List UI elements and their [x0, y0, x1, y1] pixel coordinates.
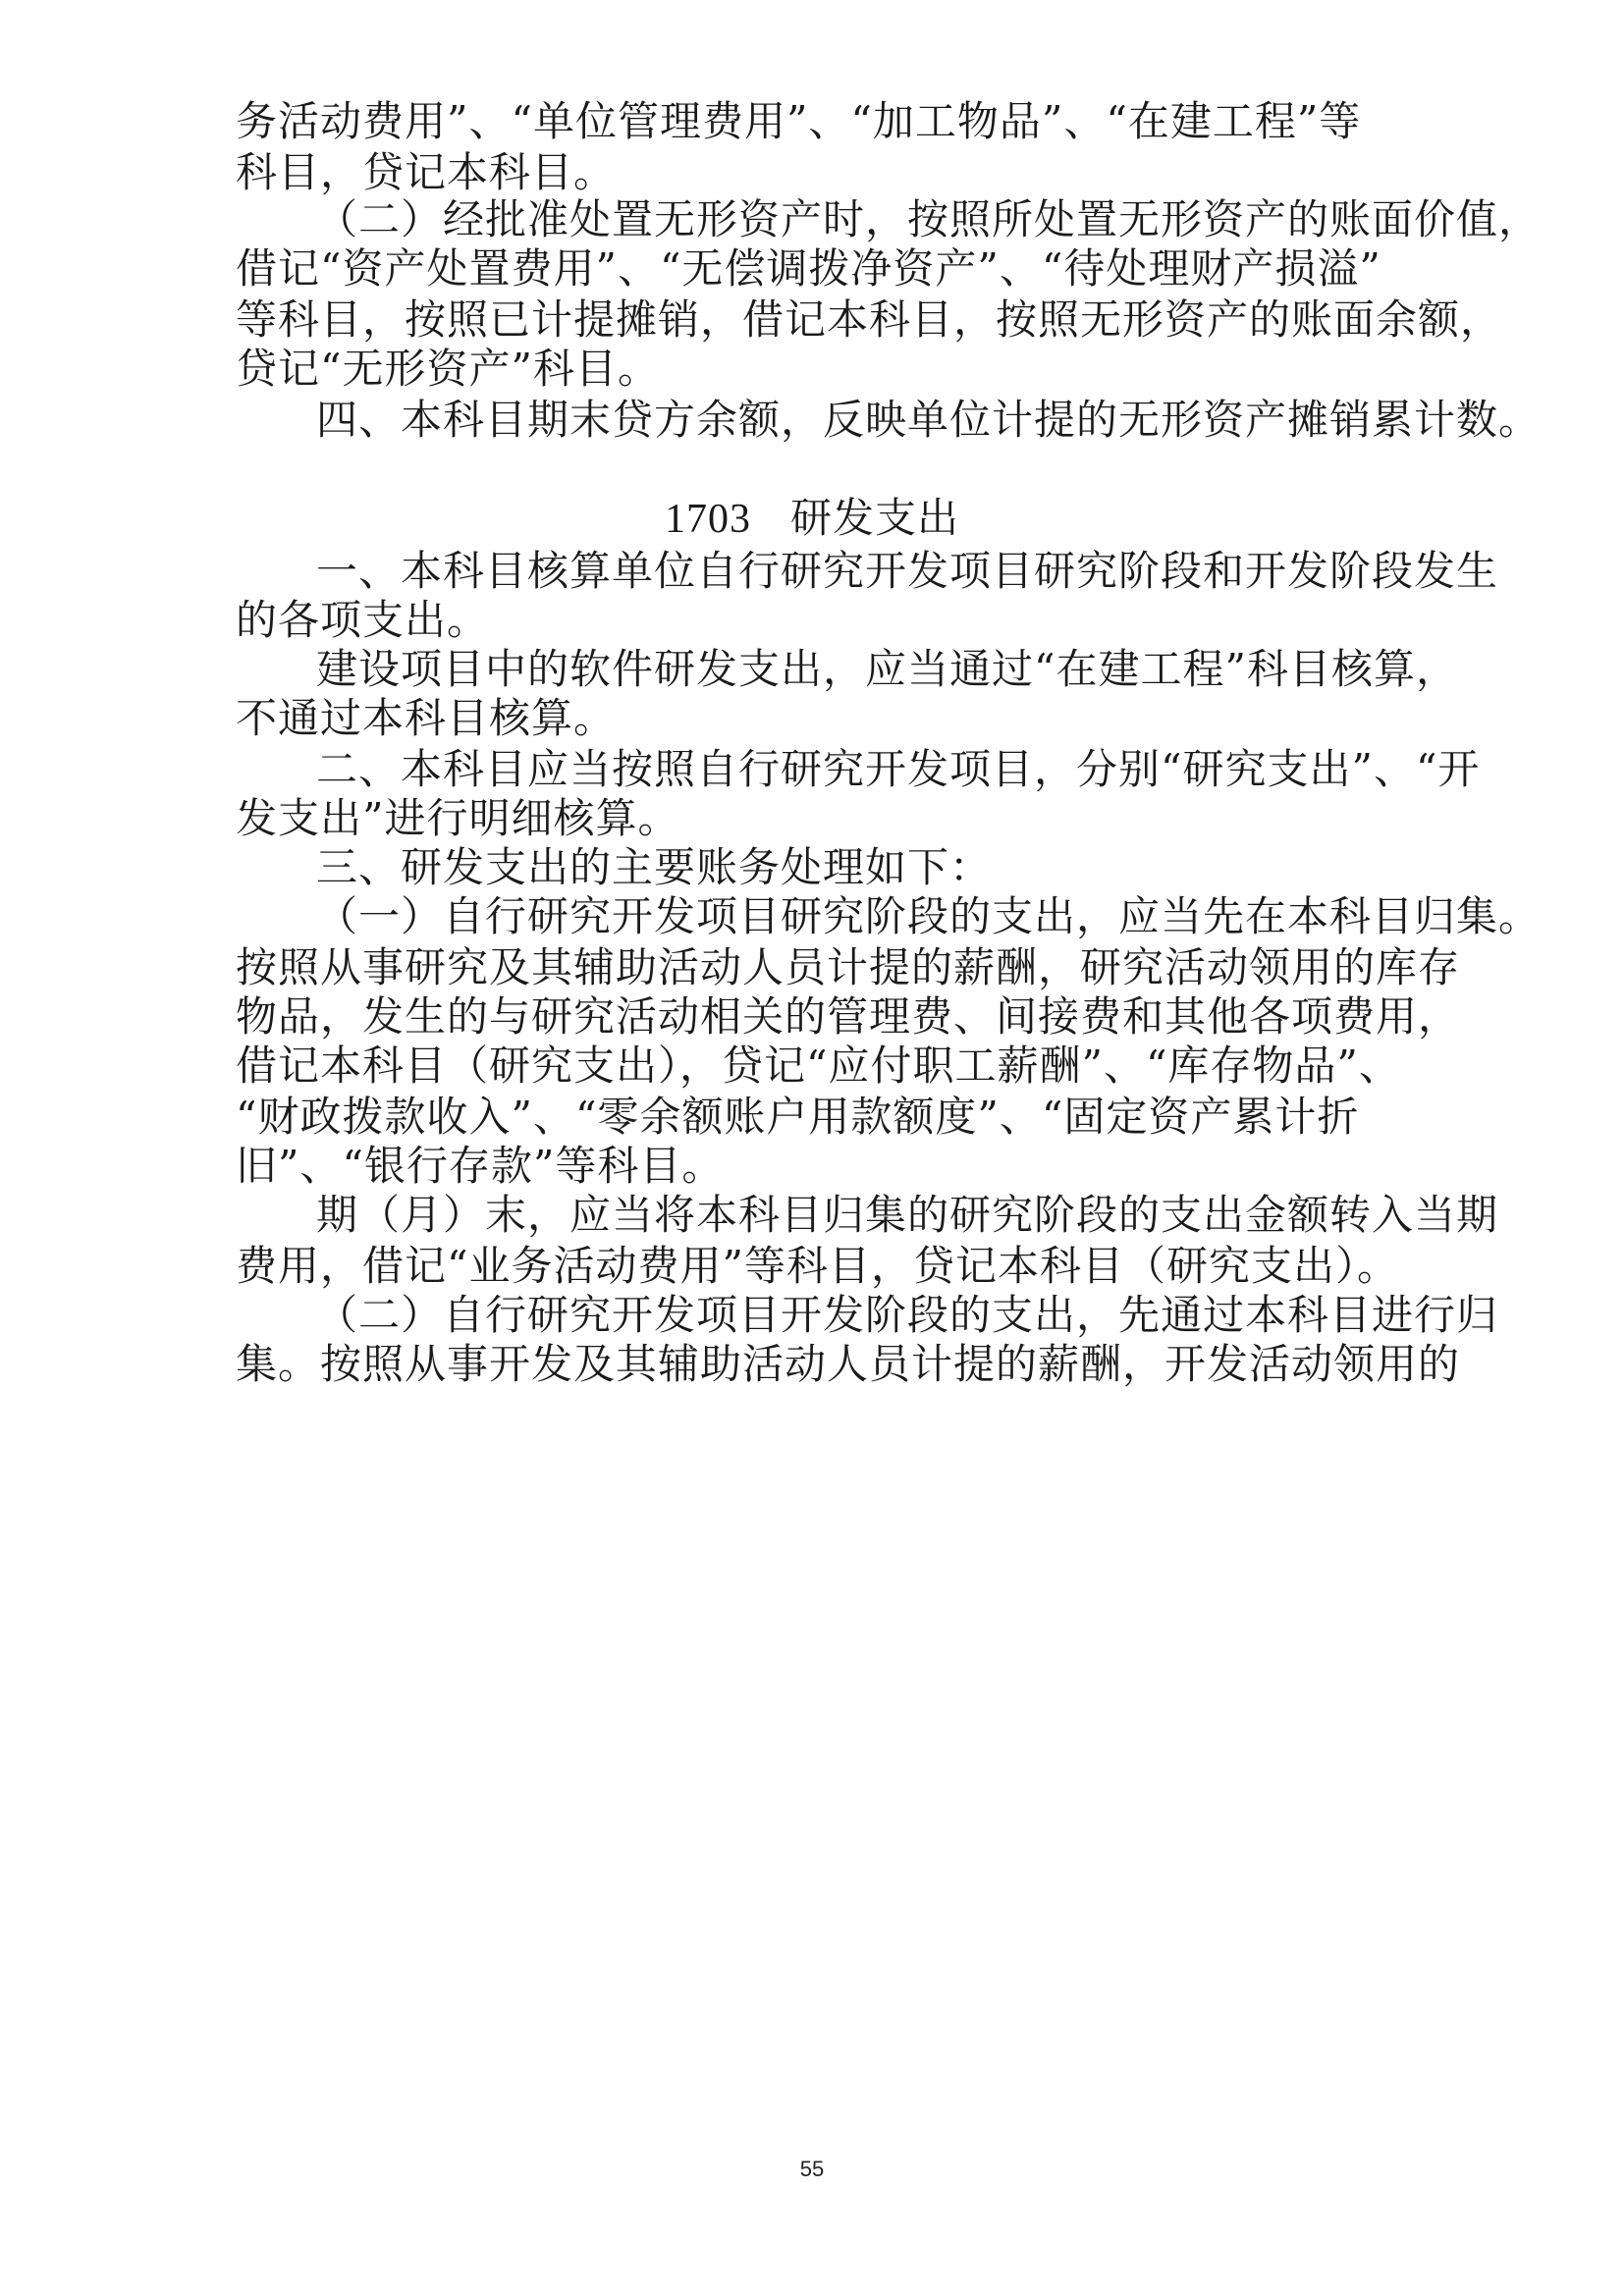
- text-line: 贷记“无形资产”科目。: [236, 345, 660, 393]
- text-line: 科目，贷记本科目。: [236, 148, 617, 196]
- text-line: （二）自行研究开发项目开发阶段的支出，先通过本科目进行归: [316, 1291, 1499, 1339]
- text-line: 按照从事研究及其辅助活动人员计提的薪酬，研究活动领用的库存: [236, 943, 1461, 991]
- text-line: 一、本科目核算单位自行研究开发项目研究阶段和开发阶段发生: [316, 547, 1499, 595]
- text-line: 物品，发生的与研究活动相关的管理费、间接费和其他各项费用，: [236, 992, 1461, 1041]
- text-line: 等科目，按照已计提摊销，借记本科目，按照无形资产的账面余额，: [236, 295, 1503, 344]
- text-line: 集。按照从事开发及其辅助活动人员计提的薪酬，开发活动领用的: [236, 1340, 1461, 1388]
- section-title: 研发支出: [789, 494, 959, 542]
- text-line: 费用，借记“业务活动费用”等科目，贷记本科目（研究支出）。: [236, 1242, 1399, 1290]
- text-line: 二、本科目应当按照自行研究开发项目，分别“研究支出”、“开: [316, 745, 1481, 793]
- text-line: 旧”、“银行存款”等科目。: [236, 1142, 725, 1190]
- section-heading: [0, 493, 1624, 545]
- text-line: （二）经批准处置无形资产时，按照所处置无形资产的账面价值，: [316, 195, 1542, 243]
- text-line: 三、研发支出的主要账务处理如下：: [316, 843, 993, 891]
- text-line: 不通过本科目核算。: [236, 694, 617, 742]
- text-line: 借记“资产处置费用”、“无偿调拨净资产”、“待处理财产损溢”: [236, 244, 1381, 293]
- text-line: 期（月）末，应当将本科目归集的研究阶段的支出金额转入当期: [316, 1191, 1499, 1239]
- text-line: 建设项目中的软件研发支出，应当通过“在建工程”科目核算，: [316, 645, 1458, 693]
- text-line: 发支出”进行明细核算。: [236, 794, 680, 842]
- text-line: 务活动费用”、“单位管理费用”、“加工物品”、“在建工程”等: [236, 97, 1362, 145]
- page-number: 55: [799, 2157, 825, 2181]
- text-line: “财政拨款收入”、“零余额账户用款额度”、“固定资产累计折: [236, 1093, 1360, 1141]
- text-line: （一）自行研究开发项目研究阶段的支出，应当先在本科目归集。: [316, 892, 1542, 940]
- text-line: 借记本科目（研究支出），贷记“应付职工薪酬”、“库存物品”、: [236, 1041, 1401, 1090]
- text-line: 四、本科目期末贷方余额，反映单位计提的无形资产摊销累计数。: [316, 396, 1542, 444]
- section-code: 1703: [664, 497, 751, 542]
- text-line: 的各项支出。: [236, 596, 490, 644]
